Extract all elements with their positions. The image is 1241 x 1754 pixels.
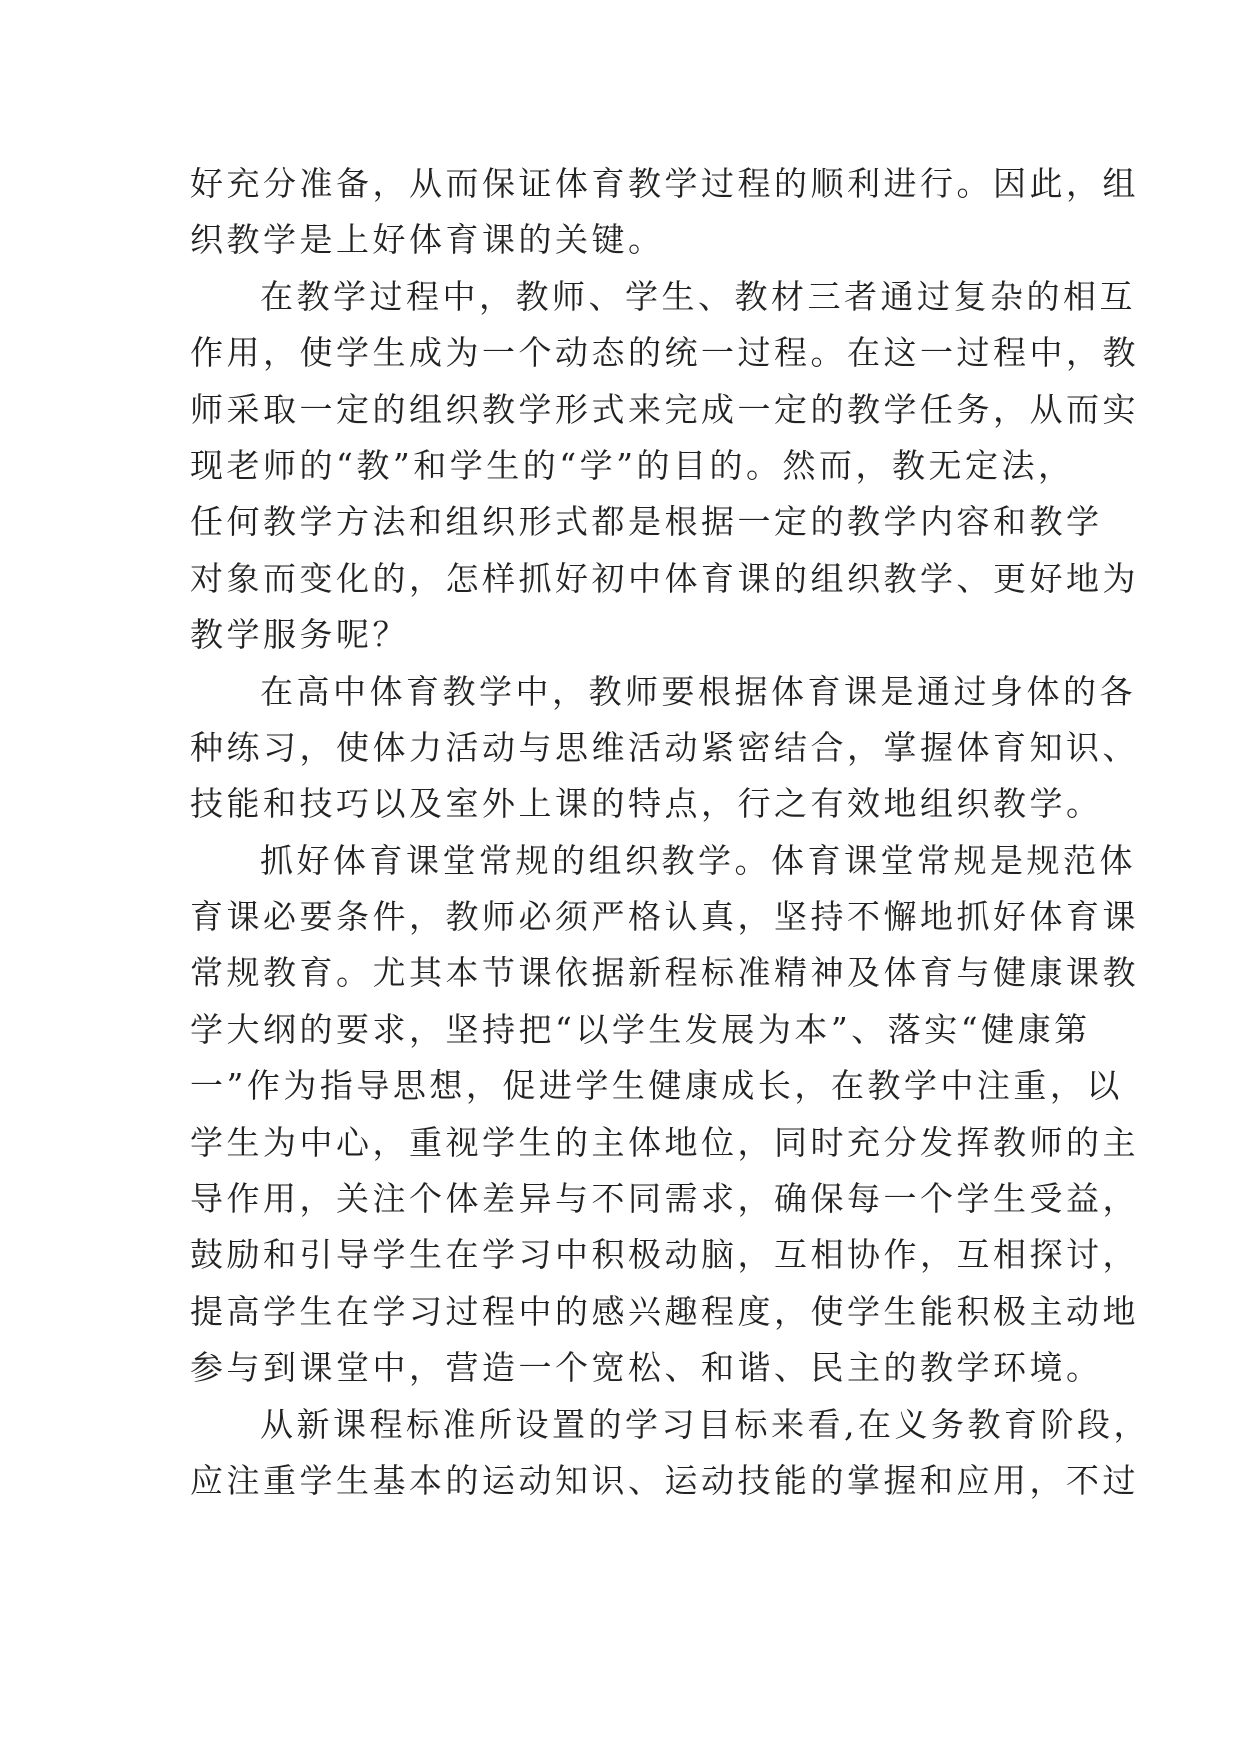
text-line: 学生为中心，重视学生的主体地位，同时充分发挥教师的主: [190, 1122, 1139, 1162]
text-line: 作用，使学生成为一个动态的统一过程。在这一过程中，教: [190, 333, 1139, 373]
text-line: 现老师的“教”和学生的“学”的目的。然而，教无定法，: [190, 445, 1075, 485]
document-body: [190, 156, 1150, 1509]
paragraph-first-line: 在教学过程中，教师、学生、教材三者通过复杂的相互: [260, 276, 1136, 316]
text-line: 应注重学生基本的运动知识、运动技能的掌握和应用，不过: [190, 1460, 1139, 1500]
text-line: 育课必要条件，教师必须严格认真，坚持不懈地抓好体育课: [190, 897, 1139, 937]
text-line: 技能和技巧以及室外上课的特点，行之有效地组织教学。: [190, 784, 1103, 824]
text-line: 种练习，使体力活动与思维活动紧密结合，掌握体育知识、: [190, 727, 1139, 767]
paragraph-first-line: 从新课程标准所设置的学习目标来看,在义务教育阶段，: [260, 1404, 1150, 1444]
paragraph-first-line: 在高中体育教学中，教师要根据体育课是通过身体的各: [260, 671, 1136, 711]
text-line: 教学服务呢？: [190, 615, 409, 655]
text-line: 一”作为指导思想，促进学生健康成长，在教学中注重，以: [190, 1066, 1123, 1106]
text-line: 常规教育。尤其本节课依据新程标准精神及体育与健康课教: [190, 953, 1139, 993]
text-line: 对象而变化的，怎样抓好初中体育课的组织教学、更好地为: [190, 558, 1139, 598]
text-line: 提高学生在学习过程中的感兴趣程度，使学生能积极主动地: [190, 1291, 1139, 1331]
paragraph-first-line: 抓好体育课堂常规的组织教学。体育课堂常规是规范体: [260, 840, 1136, 880]
text-line: 鼓励和引导学生在学习中积极动脑，互相协作，互相探讨，: [190, 1235, 1139, 1275]
text-line: 导作用，关注个体差异与不同需求，确保每一个学生受益，: [190, 1179, 1139, 1219]
text-line: 参与到课堂中，营造一个宽松、和谐、民主的教学环境。: [190, 1348, 1103, 1388]
text-line: 学大纲的要求，坚持把“以学生发展为本”、落实“健康第: [190, 1009, 1091, 1049]
text-line: 师采取一定的组织教学形式来完成一定的教学任务，从而实: [190, 389, 1139, 429]
text-line: 织教学是上好体育课的关键。: [190, 220, 665, 260]
text-line: 任何教学方法和组织形式都是根据一定的教学内容和教学: [190, 502, 1103, 542]
text-line: 好充分准备，从而保证体育教学过程的顺利进行。因此，组: [190, 164, 1139, 203]
